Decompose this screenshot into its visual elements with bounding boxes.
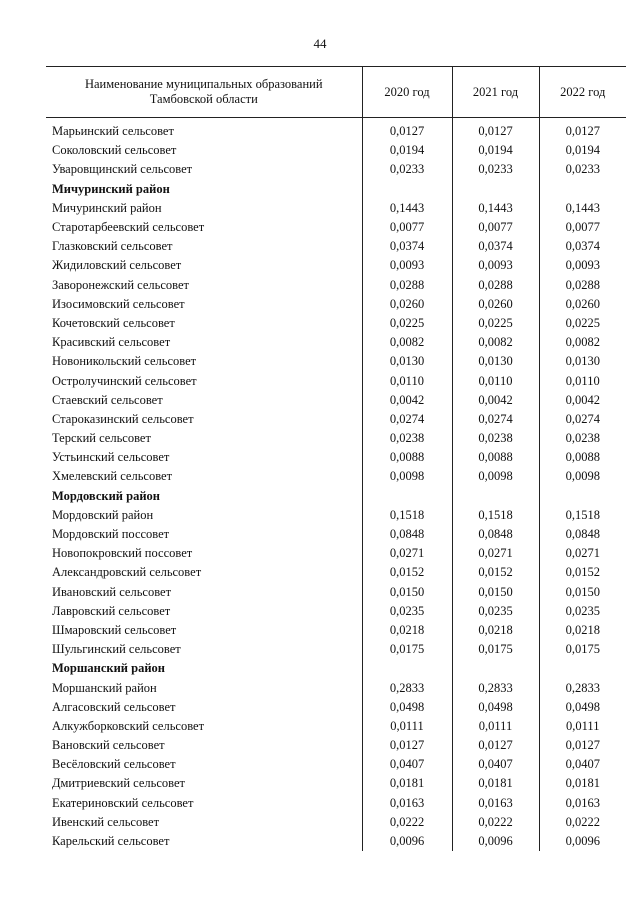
table-row (46, 717, 626, 736)
value-cell-2022: 0,0130 (539, 352, 626, 371)
table-row (46, 410, 626, 429)
table-row (46, 583, 626, 602)
table-row (46, 602, 626, 621)
value-cell-2022 (539, 659, 626, 678)
value-cell-2022 (539, 180, 626, 199)
value-cell-2021: 0,0222 (452, 813, 539, 832)
value-cell-2022: 0,0238 (539, 429, 626, 448)
value-cell-2020: 0,0110 (362, 371, 452, 390)
value-cell-2021: 0,0225 (452, 314, 539, 333)
value-cell-2021: 0,0127 (452, 736, 539, 755)
value-cell-2020: 0,0130 (362, 352, 452, 371)
value-cell-2021: 0,0098 (452, 467, 539, 486)
value-cell-2022: 0,0082 (539, 333, 626, 352)
value-cell-2021: 0,0238 (452, 429, 539, 448)
value-cell-2020 (362, 180, 452, 199)
value-cell-2020: 0,0127 (362, 118, 452, 142)
value-cell-2021: 0,0163 (452, 794, 539, 813)
municipality-name: Александровский сельсовет (52, 565, 202, 580)
municipality-name: Соколовский сельсовет (52, 143, 177, 158)
municipality-name: Моршанский район (52, 680, 157, 695)
value-cell-2020: 0,0235 (362, 602, 452, 621)
municipality-name: Ивановский сельсовет (52, 584, 172, 599)
value-cell-2021: 0,0111 (452, 717, 539, 736)
table-row (46, 199, 626, 218)
municipality-name: Устьинский сельсовет (52, 450, 170, 465)
municipality-name: Вановский сельсовет (52, 738, 165, 753)
municipality-name: Заворонежский сельсовет (52, 277, 189, 292)
value-cell-2021: 0,0848 (452, 525, 539, 544)
municipality-name: Мичуринский район (52, 200, 162, 215)
value-cell-2022: 0,0260 (539, 295, 626, 314)
value-cell-2022: 0,0152 (539, 563, 626, 582)
value-cell-2020: 0,0848 (362, 525, 452, 544)
value-cell-2020: 0,1518 (362, 506, 452, 525)
value-cell-2022: 0,0042 (539, 391, 626, 410)
value-cell-2021: 0,0235 (452, 602, 539, 621)
municipality-name: Хмелевский сельсовет (52, 469, 173, 484)
value-cell-2022: 0,0848 (539, 525, 626, 544)
value-cell-2021: 0,0274 (452, 410, 539, 429)
district-name: Мордовский район (52, 488, 160, 503)
header-name-cell (46, 67, 362, 118)
page-number: 44 (313, 36, 327, 51)
value-cell-2022: 0,0407 (539, 755, 626, 774)
value-cell-2020: 0,0088 (362, 448, 452, 467)
value-cell-2020: 0,0042 (362, 391, 452, 410)
table-row (46, 525, 626, 544)
value-cell-2021: 0,0096 (452, 832, 539, 851)
table-body (46, 118, 626, 852)
table-row (46, 295, 626, 314)
value-cell-2021: 0,0194 (452, 141, 539, 160)
municipality-name: Марьинский сельсовет (52, 124, 174, 139)
value-cell-2020: 0,0127 (362, 736, 452, 755)
table-row (46, 832, 626, 851)
value-cell-2022: 0,0194 (539, 141, 626, 160)
table-header (46, 67, 626, 118)
value-cell-2021: 0,0271 (452, 544, 539, 563)
table-row (46, 448, 626, 467)
municipality-name: Старотарбеевский сельсовет (52, 220, 205, 235)
value-cell-2020: 0,0274 (362, 410, 452, 429)
municipality-name: Кочетовский сельсовет (52, 315, 175, 330)
value-cell-2021: 0,0077 (452, 218, 539, 237)
table-row (46, 736, 626, 755)
table-row (46, 678, 626, 697)
value-cell-2020: 0,0096 (362, 832, 452, 851)
table-row (46, 333, 626, 352)
value-cell-2021: 0,0127 (452, 118, 539, 142)
value-cell-2022: 0,0088 (539, 448, 626, 467)
municipality-name: Остролучинский сельсовет (52, 373, 197, 388)
value-cell-2020: 0,0271 (362, 544, 452, 563)
value-cell-2021: 0,0150 (452, 583, 539, 602)
value-cell-2020: 0,0175 (362, 640, 452, 659)
municipality-name: Весёловский сельсовет (52, 757, 176, 772)
table-row (46, 314, 626, 333)
table-row (46, 391, 626, 410)
table-row (46, 640, 626, 659)
value-cell-2021: 0,1443 (452, 199, 539, 218)
value-cell-2020: 0,0407 (362, 755, 452, 774)
value-cell-2022: 0,0175 (539, 640, 626, 659)
value-cell-2021: 0,0152 (452, 563, 539, 582)
district-name: Моршанский район (52, 661, 165, 676)
value-cell-2022: 0,0222 (539, 813, 626, 832)
value-cell-2021: 0,0130 (452, 352, 539, 371)
value-cell-2022: 0,0110 (539, 371, 626, 390)
value-cell-2020: 0,0163 (362, 794, 452, 813)
value-cell-2021: 0,0374 (452, 237, 539, 256)
table-row (46, 276, 626, 295)
value-cell-2022: 0,0374 (539, 237, 626, 256)
municipality-name: Староказинский сельсовет (52, 411, 194, 426)
value-cell-2021: 0,0082 (452, 333, 539, 352)
table-row (46, 506, 626, 525)
value-cell-2020: 0,0082 (362, 333, 452, 352)
value-cell-2020: 0,0238 (362, 429, 452, 448)
table-row (46, 218, 626, 237)
municipality-name: Терский сельсовет (52, 431, 151, 446)
value-cell-2022: 0,0098 (539, 467, 626, 486)
municipality-name: Екатериновский сельсовет (52, 795, 194, 810)
table-row (46, 429, 626, 448)
municipality-name: Изосимовский сельсовет (52, 296, 185, 311)
value-cell-2021 (452, 487, 539, 506)
value-cell-2021 (452, 659, 539, 678)
municipality-name: Карельский сельсовет (52, 834, 170, 849)
value-cell-2021: 0,0288 (452, 276, 539, 295)
value-cell-2020: 0,1443 (362, 199, 452, 218)
municipality-name: Мордовский район (52, 507, 154, 522)
value-cell-2020: 0,2833 (362, 678, 452, 697)
value-cell-2020: 0,0194 (362, 141, 452, 160)
value-cell-2022 (539, 487, 626, 506)
value-cell-2022: 0,0271 (539, 544, 626, 563)
table-row (46, 352, 626, 371)
value-cell-2022: 0,0127 (539, 118, 626, 142)
table-row (46, 118, 626, 142)
value-cell-2022: 0,1518 (539, 506, 626, 525)
value-cell-2021: 0,0093 (452, 256, 539, 275)
value-cell-2022: 0,0150 (539, 583, 626, 602)
value-cell-2022: 0,0235 (539, 602, 626, 621)
value-cell-2020: 0,0498 (362, 698, 452, 717)
municipality-name: Шульгинский сельсовет (52, 642, 181, 657)
value-cell-2021: 0,0175 (452, 640, 539, 659)
district-group-row (46, 659, 626, 678)
table-row (46, 371, 626, 390)
value-cell-2020: 0,0098 (362, 467, 452, 486)
value-cell-2021: 0,0407 (452, 755, 539, 774)
table-row (46, 621, 626, 640)
value-cell-2021: 0,0088 (452, 448, 539, 467)
value-cell-2020: 0,0222 (362, 813, 452, 832)
municipality-name: Мордовский поссовет (52, 527, 170, 542)
table-row (46, 794, 626, 813)
table-row (46, 256, 626, 275)
value-cell-2020: 0,0152 (362, 563, 452, 582)
district-name: Мичуринский район (52, 181, 170, 196)
value-cell-2022: 0,0077 (539, 218, 626, 237)
value-cell-2022: 0,0288 (539, 276, 626, 295)
header-name-line2: Тамбовской области (149, 92, 258, 106)
header-year-2020: 2020 год (362, 67, 452, 118)
value-cell-2021: 0,1518 (452, 506, 539, 525)
value-cell-2020: 0,0077 (362, 218, 452, 237)
value-cell-2021: 0,0181 (452, 774, 539, 793)
table-row (46, 755, 626, 774)
table-row (46, 698, 626, 717)
value-cell-2020: 0,0374 (362, 237, 452, 256)
value-cell-2020: 0,0218 (362, 621, 452, 640)
table-row (46, 237, 626, 256)
value-cell-2020: 0,0288 (362, 276, 452, 295)
value-cell-2020: 0,0150 (362, 583, 452, 602)
municipality-name: Алкужборковский сельсовет (52, 718, 205, 733)
value-cell-2022: 0,0274 (539, 410, 626, 429)
municipality-name: Уваровщинский сельсовет (52, 162, 193, 177)
value-cell-2020: 0,0111 (362, 717, 452, 736)
data-table (46, 66, 626, 851)
table-row (46, 813, 626, 832)
value-cell-2020: 0,0093 (362, 256, 452, 275)
value-cell-2021: 0,0042 (452, 391, 539, 410)
municipality-name: Жидиловский сельсовет (52, 258, 182, 273)
table-row (46, 774, 626, 793)
value-cell-2020: 0,0260 (362, 295, 452, 314)
value-cell-2022: 0,1443 (539, 199, 626, 218)
value-cell-2020: 0,0233 (362, 160, 452, 179)
value-cell-2021: 0,0218 (452, 621, 539, 640)
municipality-name: Новоникольский сельсовет (52, 354, 197, 369)
value-cell-2020 (362, 659, 452, 678)
value-cell-2021: 0,0498 (452, 698, 539, 717)
municipality-name: Шмаровский сельсовет (52, 622, 177, 637)
value-cell-2021 (452, 180, 539, 199)
header-name-line1: Наименование муниципальных образований (84, 77, 323, 91)
value-cell-2021: 0,2833 (452, 678, 539, 697)
municipality-name: Ивенский сельсовет (52, 814, 160, 829)
municipality-name: Дмитриевский сельсовет (52, 776, 186, 791)
municipality-name: Алгасовский сельсовет (52, 699, 176, 714)
municipality-name: Лавровский сельсовет (52, 603, 171, 618)
value-cell-2020 (362, 487, 452, 506)
table-row (46, 141, 626, 160)
table-row (46, 160, 626, 179)
value-cell-2020: 0,0181 (362, 774, 452, 793)
table-row (46, 467, 626, 486)
table-row (46, 544, 626, 563)
value-cell-2020: 0,0225 (362, 314, 452, 333)
value-cell-2021: 0,0110 (452, 371, 539, 390)
value-cell-2022: 0,0225 (539, 314, 626, 333)
value-cell-2022: 0,0163 (539, 794, 626, 813)
municipality-name: Новопокровский поссовет (52, 546, 193, 561)
district-group-row (46, 180, 626, 199)
value-cell-2022: 0,0127 (539, 736, 626, 755)
header-year-2022: 2022 год (539, 67, 626, 118)
value-cell-2022: 0,0111 (539, 717, 626, 736)
municipality-name: Глазковский сельсовет (52, 239, 173, 254)
municipality-name: Стаевский сельсовет (52, 392, 163, 407)
value-cell-2022: 0,0181 (539, 774, 626, 793)
value-cell-2021: 0,0260 (452, 295, 539, 314)
value-cell-2021: 0,0233 (452, 160, 539, 179)
municipality-name: Красивский сельсовет (52, 335, 171, 350)
value-cell-2022: 0,0233 (539, 160, 626, 179)
table-row (46, 563, 626, 582)
value-cell-2022: 0,2833 (539, 678, 626, 697)
value-cell-2022: 0,0093 (539, 256, 626, 275)
header-year-2021: 2021 год (452, 67, 539, 118)
district-group-row (46, 487, 626, 506)
value-cell-2022: 0,0096 (539, 832, 626, 851)
value-cell-2022: 0,0218 (539, 621, 626, 640)
value-cell-2022: 0,0498 (539, 698, 626, 717)
